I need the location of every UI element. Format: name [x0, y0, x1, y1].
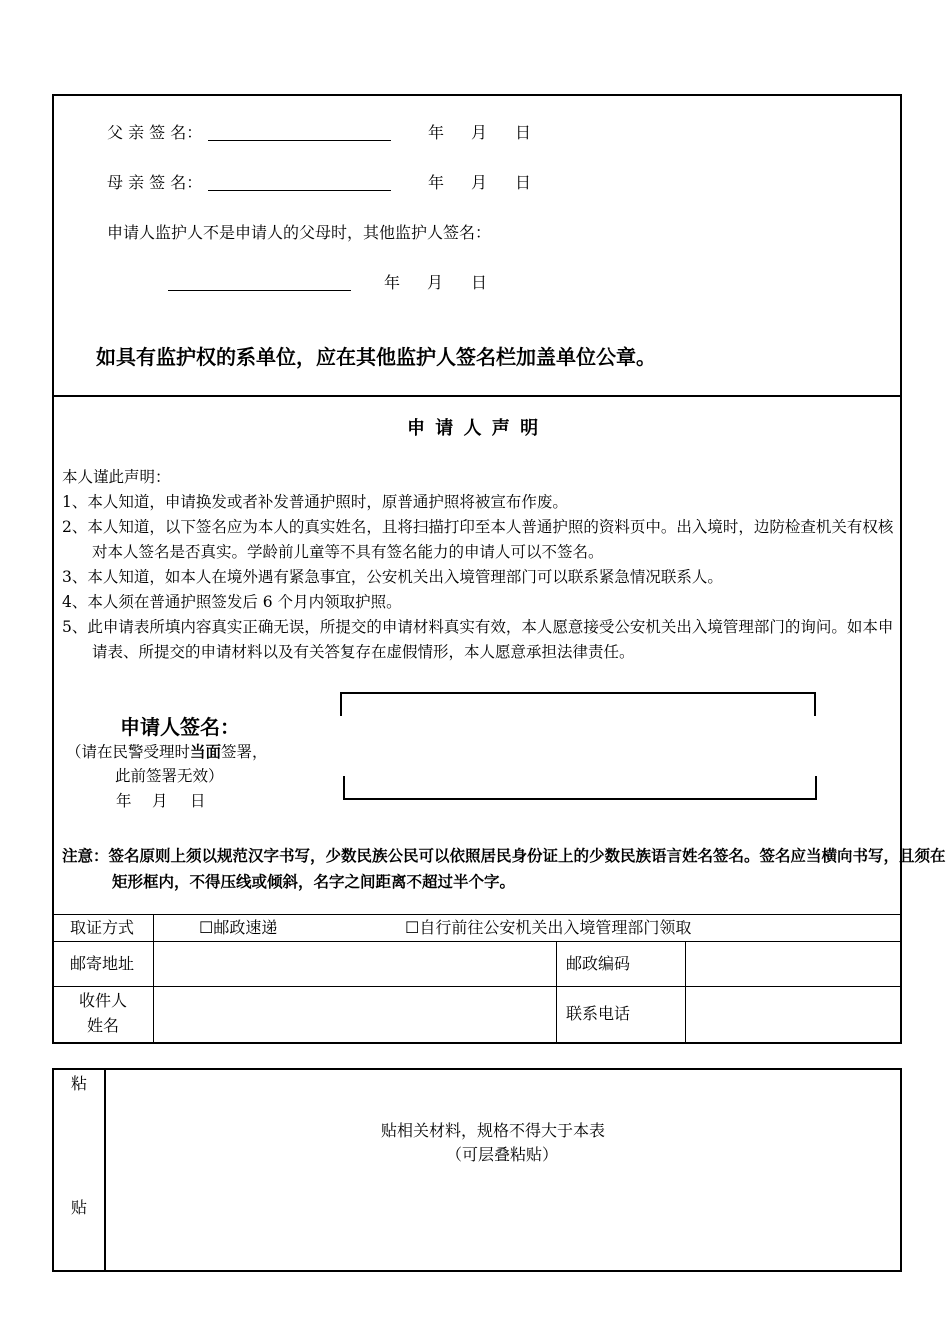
signature-rules-notice: 注意：签名原则上须以规范汉字书写，少数民族公民可以依照居民身份证上的少数民族语言姓名签名。签名应当横向书写，且须在矩形框内，不得压线或倾斜，名字之间距离不超过半个字。 — [62, 847, 946, 891]
attachment-instruction: 贴相关材料，规格不得大于本表 — [381, 1121, 606, 1140]
table-col-line — [153, 914, 154, 1042]
table-col-line — [556, 941, 557, 1042]
other-date-year: 年 — [384, 273, 401, 292]
section-divider — [52, 395, 902, 397]
declaration-item: 1、本人知道，申请换发或者补发普通护照时，原普通护照将被宣布作废。 — [62, 493, 568, 511]
other-guardian-signature-field[interactable] — [168, 275, 351, 291]
mailing-address-field[interactable] — [156, 943, 554, 985]
phone-label: 联系电话 — [566, 1004, 631, 1023]
attachment-side-label-1: 粘 — [71, 1074, 88, 1093]
attachment-side-label-2: 贴 — [71, 1198, 88, 1217]
other-date-month: 月 — [427, 273, 444, 292]
other-date-day: 日 — [471, 273, 488, 292]
father-date-day: 日 — [515, 123, 532, 142]
postcode-field[interactable] — [688, 943, 898, 985]
father-date-year: 年 — [428, 123, 445, 142]
recipient-label-2: 姓名 — [87, 1016, 120, 1035]
mother-signature-field[interactable] — [208, 175, 391, 191]
signature-note-line-1: （请在民警受理时当面签署， — [66, 742, 268, 761]
declaration-title: 申 请 人 声 明 — [407, 418, 541, 439]
table-col-line — [685, 941, 686, 1042]
option-self-pickup[interactable]: ☐自行前往公安机关出入境管理部门领取 — [405, 918, 692, 937]
signature-box-bottom-bracket — [343, 776, 817, 800]
phone-field[interactable] — [688, 988, 898, 1040]
other-guardian-prompt: 申请人监护人不是申请人的父母时，其他监护人签名： — [107, 223, 492, 242]
attachment-instruction-2: （可层叠粘贴） — [446, 1145, 559, 1164]
applicant-signature-label: 申请人签名： — [120, 715, 240, 739]
table-top-line — [52, 914, 902, 915]
unit-seal-notice: 如具有监护权的系单位，应在其他监护人签名栏加盖单位公章。 — [96, 345, 656, 369]
postcode-label: 邮政编码 — [566, 954, 631, 973]
mother-date-year: 年 — [428, 173, 445, 192]
father-signature-field[interactable] — [208, 125, 391, 141]
signature-date-month: 月 — [152, 792, 168, 810]
signature-date-year: 年 — [116, 792, 132, 810]
collection-method-label: 取证方式 — [70, 918, 135, 937]
recipient-label-1: 收件人 — [79, 991, 128, 1010]
option-postal-express[interactable]: ☐邮政速递 — [199, 918, 278, 937]
declaration-item: 4、本人须在普通护照签发后 6 个月内领取护照。 — [62, 593, 402, 611]
mother-date-day: 日 — [515, 173, 532, 192]
applicant-signature-box[interactable] — [340, 692, 816, 802]
table-row-line — [52, 986, 902, 987]
father-signature-label: 父 亲 签 名： — [107, 123, 203, 142]
recipient-name-field[interactable] — [156, 988, 554, 1040]
attachment-area[interactable] — [106, 1070, 900, 1270]
declaration-item: 2、本人知道，以下签名应为本人的真实姓名，且将扫描打印至本人普通护照的资料页中。出入境时，边防检查机关有权核对本人签名是否真实。学龄前儿童等不具有签名能力的申请人可以不签名。 — [62, 518, 894, 561]
declaration-item: 5、此申请表所填内容真实正确无误，所提交的申请材料真实有效，本人愿意接受公安机关出入境管理部门的询问。如本申请表、所提交的申请材料以及有关答复存在虚假情形，本人愿意承担法律责任。 — [62, 618, 894, 661]
mailing-address-label: 邮寄地址 — [70, 954, 135, 973]
mother-signature-label: 母 亲 签 名： — [107, 173, 203, 192]
signature-note-line-2: 此前签署无效） — [115, 767, 224, 785]
mother-date-month: 月 — [471, 173, 488, 192]
declaration-item: 3、本人知道，如本人在境外遇有紧急事宜，公安机关出入境管理部门可以联系紧急情况联系人。 — [62, 568, 723, 586]
declaration-intro: 本人谨此声明： — [62, 468, 171, 486]
signature-date-day: 日 — [190, 792, 206, 810]
father-date-month: 月 — [471, 123, 488, 142]
signature-box-top-bracket — [340, 692, 816, 716]
table-row-line — [52, 941, 902, 942]
declaration-body — [62, 465, 896, 665]
